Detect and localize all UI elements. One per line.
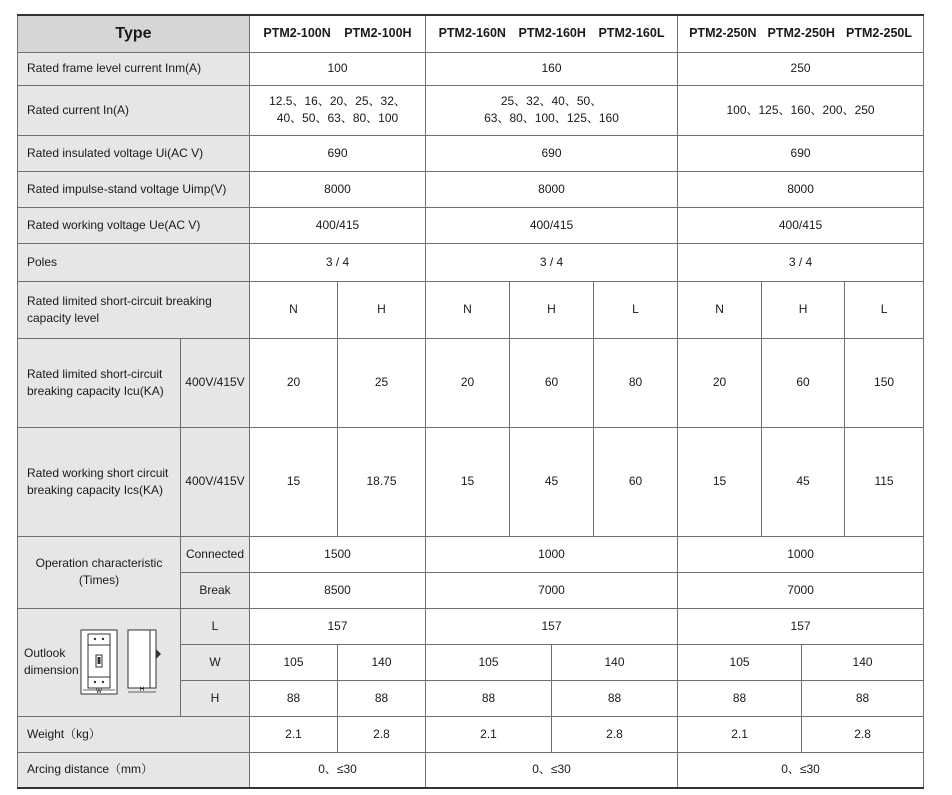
row-label: Poles [18,243,250,281]
value-cell: 140 [552,644,678,680]
value-cell: 400/415 [250,207,426,243]
value-cell: 1000 [426,536,678,572]
row-working-voltage [18,207,924,243]
type-header: Type [18,15,250,52]
model-name: PTM2-250L [846,26,912,41]
label-line: breaking capacity Ics(KA) [27,482,164,497]
value-cell: 60 [594,427,678,536]
row-insulated-voltage [18,135,924,171]
row-poles [18,243,924,281]
value-cell: 15 [678,427,762,536]
value-cell: 0、≤30 [426,752,678,788]
row-arcing [18,752,924,788]
model-name: PTM2-160L [598,26,665,41]
label-line: (Times) [78,573,120,587]
value-line: 63、80、100、125、160 [484,111,619,125]
model-name: PTM2-100H [344,26,412,41]
value-cell: 8000 [678,171,924,207]
label-line: Operation characteristic [35,556,163,570]
row-label [18,427,181,536]
value-cell: 7000 [678,572,924,608]
value-line: 40、50、63、80、100 [276,111,399,125]
model-group-160 [426,15,678,52]
model-group-100 [250,15,426,52]
row-icu [18,338,924,427]
row-label [18,536,181,608]
value-cell: N [250,281,338,338]
value-cell: 20 [250,338,338,427]
value-cell: N [426,281,510,338]
sub-label: Break [181,572,250,608]
diagram-h-label: H [139,687,145,693]
value-cell: 8000 [426,171,678,207]
value-cell: 157 [426,608,678,644]
value-cell: 100 [250,52,426,85]
sub-label: Connected [181,536,250,572]
value-cell: 2.8 [802,716,924,752]
value-cell: 2.1 [678,716,802,752]
header-row [18,15,924,52]
model-name: PTM2-100N [263,26,331,41]
model-group-250 [678,15,924,52]
value-cell: H [510,281,594,338]
value-cell: 400/415 [678,207,924,243]
value-cell: 400/415 [426,207,678,243]
value-cell [678,85,924,135]
value-cell: N [678,281,762,338]
outlook-label-cell [18,608,181,716]
value-cell: 15 [426,427,510,536]
value-cell: 25 [338,338,426,427]
value-cell: 150 [845,338,924,427]
value-cell: 690 [678,135,924,171]
value-cell: 8000 [250,171,426,207]
value-cell: 88 [250,680,338,716]
value-cell: 88 [338,680,426,716]
value-cell: 0、≤30 [678,752,924,788]
value-cell: 105 [250,644,338,680]
label-line: breaking capacity Icu(KA) [27,383,164,398]
label-line: dimension [24,663,79,677]
model-name: PTM2-250H [767,26,835,41]
value-cell: L [594,281,678,338]
sub-label: L [181,608,250,644]
value-cell: L [845,281,924,338]
value-cell: 690 [250,135,426,171]
value-cell: 250 [678,52,924,85]
voltage-label: 400V/415V [181,338,250,427]
sub-label: H [181,680,250,716]
value-cell: 88 [678,680,802,716]
value-cell: 157 [678,608,924,644]
value-cell: 45 [510,427,594,536]
label-line: capacity level [27,310,100,325]
sub-label: W [181,644,250,680]
value-line: 25、32、40、50、 [500,94,603,108]
value-cell: 20 [678,338,762,427]
row-operation-connected [18,536,924,572]
value-cell: 2.8 [552,716,678,752]
voltage-label: 400V/415V [181,427,250,536]
value-cell: H [338,281,426,338]
label-line: Outlook [24,646,66,660]
value-cell: 105 [678,644,802,680]
value-cell: 8500 [250,572,426,608]
row-ics [18,427,924,536]
label-line: Rated working short circuit [27,465,169,480]
value-cell: 3 / 4 [426,243,678,281]
row-label: Rated impulse-stand voltage Uimp(V) [18,171,250,207]
value-cell: 80 [594,338,678,427]
row-label: Rated current In(A) [18,85,250,135]
model-name: PTM2-160H [518,26,586,41]
value-cell: 45 [762,427,845,536]
value-cell: 88 [552,680,678,716]
value-cell: 2.1 [250,716,338,752]
value-line: 12.5、16、20、25、32、 [269,94,406,108]
row-weight [18,716,924,752]
value-cell: 160 [426,52,678,85]
value-cell: H [762,281,845,338]
row-frame-current [18,52,924,85]
diagram-w-label: W [96,689,102,695]
value-cell: 15 [250,427,338,536]
value-cell: 2.1 [426,716,552,752]
value-cell: 0、≤30 [250,752,426,788]
value-cell: 105 [426,644,552,680]
value-cell: 60 [762,338,845,427]
value-cell: 7000 [426,572,678,608]
model-name: PTM2-250N [689,26,757,41]
value-cell: 157 [250,608,426,644]
value-cell [426,85,678,135]
value-cell: 1000 [678,536,924,572]
specification-table [17,14,924,789]
row-label: Rated insulated voltage Ui(AC V) [18,135,250,171]
value-cell: 88 [802,680,924,716]
breaker-dimension-diagram [80,629,170,695]
value-line: 100、125、160、200、250 [726,102,875,117]
row-label [18,338,181,427]
row-rated-current [18,85,924,135]
model-name: PTM2-160N [438,26,506,41]
value-cell: 3 / 4 [678,243,924,281]
row-label: Rated working voltage Ue(AC V) [18,207,250,243]
value-cell: 2.8 [338,716,426,752]
value-cell: 690 [426,135,678,171]
value-cell: 20 [426,338,510,427]
value-cell: 60 [510,338,594,427]
value-cell: 1500 [250,536,426,572]
label-line: Rated limited short-circuit breaking [27,293,212,308]
row-label: Arcing distance（mm） [18,752,250,788]
value-cell: 140 [802,644,924,680]
label-line: Rated limited short-circuit [27,366,163,381]
row-impulse-voltage [18,171,924,207]
value-cell: 18.75 [338,427,426,536]
value-cell: 3 / 4 [250,243,426,281]
row-label [18,281,250,338]
row-outlook-l [18,608,924,644]
value-cell: 140 [338,644,426,680]
value-cell: 115 [845,427,924,536]
value-cell: 88 [426,680,552,716]
row-label: Rated frame level current Inm(A) [18,52,250,85]
row-label: Weight（kg） [18,716,250,752]
value-cell [250,85,426,135]
row-breaking-level [18,281,924,338]
